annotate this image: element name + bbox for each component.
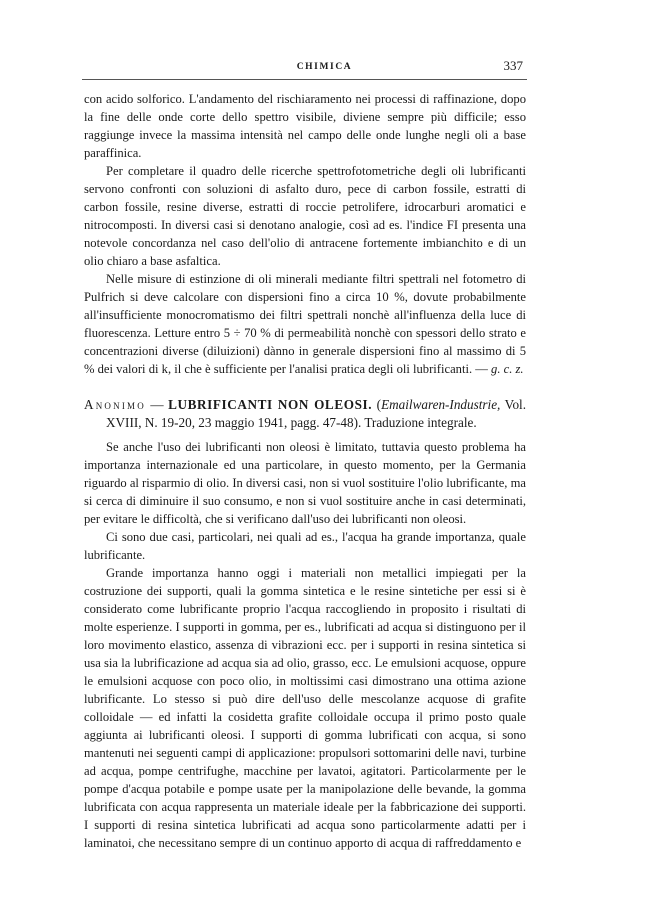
page-number: 337 [503,58,523,73]
page-header [0,58,649,78]
paragraph: Se anche l'uso dei lubrificanti non oleosi è limitato, tuttavia questo problema ha importanza internazionale ed una particolare, in questo momento, per la Germania riguardo al risparmio di olio. In diversi casi, non si vuol sostituire l'olio lubrificante, ma si cerca di diminuire il suo consumo, e non si vuol sostituire anche in casi determinati, per evitare le difficoltà, che si verificano dall'uso dei lubrificanti non oleosi. [84,440,526,526]
section-spacer [84,378,526,384]
author-signature: g. c. z. [491,362,524,376]
paragraph: Per completare il quadro delle ricerche spettrofotometriche degli oli lubrificanti servono confronti con soluzioni di asfalto duro, pece di carbon fossile, estratti di carbon fossile, resine diverse, estratti di roccie petrolifere, idrocarburi aromatici e nitrocomposti. In diversi casi si denotano analogie, così ad es. l'indice FI presenta una notevole concordanza nel caso dell'olio di antracene fortemente imbianchito e di un olio chiaro a base asfaltica. [84,164,526,268]
article-title: LUBRIFICANTI NON OLEOSI. [168,397,373,412]
header-rule [82,79,527,80]
body-text [84,90,526,852]
article-citation: Vol. XVIII, N. 19-20, 23 maggio 1941, pagg. 47-48). Traduzione integrale. [106,397,526,430]
paragraph-continuation: con acido solforico. L'andamento del rischiaramento nei processi di raffinazione, dopo la fine delle onde corte dello spettro visibile, diviene sempre più difficile; esso raggiunge invece la massima intensità nel campo delle onde lunghe negli oli a base paraffinica. [84,92,526,160]
periodical-name: Emailwaren-Industrie, [381,397,501,412]
paragraph-text: Nelle misure di estinzione di oli minerali mediante filtri spettrali nel fotometro di Pulfrich si deve calcolare con dispersioni fino a circa 10 %, dovute probabilmente all'insufficiente monocromatismo dei filtri spettrali nonchè all'influenza della luce di fluorescenza. Letture entro 5 ÷ 70 % di permeabilità nonchè con spessori dello strato e concentrazioni diverse (diluizioni) dànno in generale dispersioni fino al massimo di 5 % dei valori di k, il che è sufficiente per l'analisi pratica degli oli lubrificanti. — [84,272,526,376]
running-title: CHIMICA [296,62,353,72]
heading-dash: — [145,397,169,412]
paragraph: Ci sono due casi, particolari, nei quali ad es., l'acqua ha grande importanza, quale lubrificante. [84,530,526,562]
paragraph [84,270,526,378]
article-heading: Anonimo — LUBRIFICANTI NON OLEOSI. (Emailwaren-Industrie, Vol. XVIII, N. 19-20, 23 maggio 1941, pagg. 47-48). Traduzione integrale. [84,397,526,430]
article-author: Anonimo [84,397,146,412]
paragraph: Grande importanza hanno oggi i materiali non metallici impiegati per la costruzione dei supporti, quali la gomma sintetica e le resine sintetiche per essi si è considerato come lubrificante proprio l'acqua raccogliendo in proposito i risultati di molte esperienze. I supporti in gomma, per es., lubrificati ad acqua si distinguono per il loro movimento elastico, assenza di vibrazioni ecc. per i supporti in resina sintetica si usa sia la lubrificazione ad acqua sia ad olio, grasso, ecc. Le emulsioni acquose, oppure le emulsioni acquose con poco olio, in moltissimi casi dimostrano una ottima azione lubrificante. Lo stesso si può dire dell'uso delle mescolanze acquose di grafite colloidale — ed infatti la cosidetta grafite colloidale occupa il primo posto quale aggiunta ai lubrificanti oleosi. I supporti di gomma lubrificati con acqua, si sono mantenuti nei seguenti campi di applicazione: propulsori sottomarini delle navi, turbine ad acqua, pompe centrifughe, macchine per lavatoi, agitatori. Particolarmente per le pompe d'acqua potabile e pompe usate per la manipolazione delle bevande, la gomma lubrificata con acqua rappresenta un materiale ideale per la fabbricazione dei supporti. I supporti di resina sintetica lubrificati ad acqua sono particolarmente adatti per i laminatoi, che necessitano sempre di un continuo apporto di acqua di raffreddamento e [84,566,526,850]
